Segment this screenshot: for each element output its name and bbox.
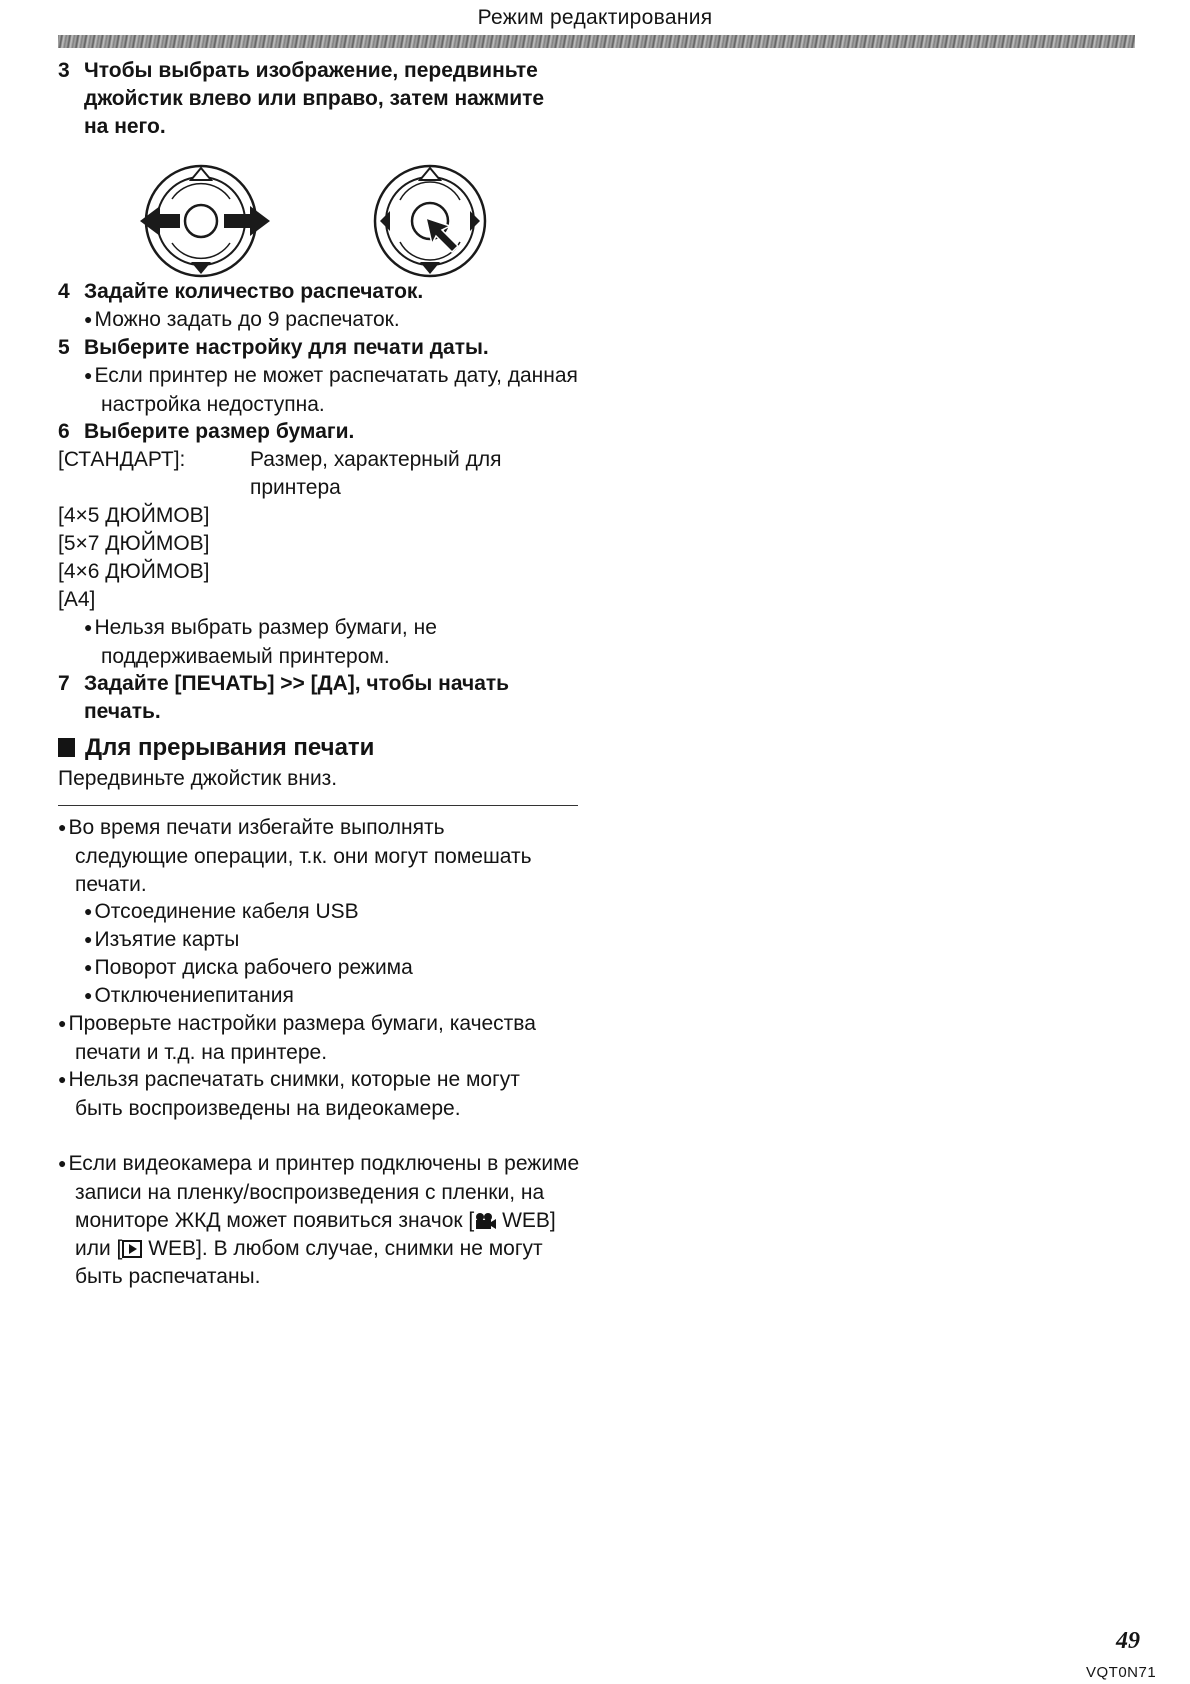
step-6 — [58, 418, 598, 446]
joystick-press-icon — [368, 160, 492, 284]
step-text: Задайте [ПЕЧАТЬ] >> [ДА], чтобы начать печать. — [84, 672, 510, 723]
camera-icon — [474, 1212, 496, 1230]
note-item: ● Нельзя распечатать снимки, которые не могут быть воспроизведены на видеокамере. — [58, 1066, 565, 1123]
note-subitem: ● Поворот диска рабочего режима — [84, 954, 413, 983]
step-5-note: ● Если принтер не может распечатать дату, данная настройка недоступна. — [84, 362, 601, 419]
step-6-note: ● Нельзя выбрать размер бумаги, не поддерживаемый принтером. — [84, 614, 531, 671]
step-3 — [58, 57, 598, 141]
paper-standard-label: [СТАНДАРТ]: — [58, 448, 186, 471]
interrupt-text: Передвиньте джойстик вниз. — [58, 767, 338, 790]
step-number: 3 — [58, 59, 70, 82]
step-5 — [58, 334, 598, 362]
note-subitem: ● Отсоединение кабеля USB — [84, 898, 359, 927]
divider — [58, 805, 578, 806]
step-text: Выберите размер бумаги. — [84, 420, 355, 443]
step-4-note: ● Можно задать до 9 распечаток. — [84, 306, 400, 335]
section-title: Режим редактирования — [477, 6, 713, 29]
joystick-left-right-icon — [138, 160, 272, 284]
paper-size-item: [5×7 ДЮЙМОВ] — [58, 532, 210, 555]
step-7 — [58, 670, 598, 726]
header-bar — [58, 35, 1135, 48]
paper-size-item: [A4] — [58, 588, 96, 611]
document-code: VQT0N71 — [1086, 1664, 1157, 1681]
page-number: 49 — [1116, 1628, 1140, 1654]
note-item: ● Проверьте настройки размера бумаги, качества печати и т.д. на принтере. — [58, 1010, 555, 1067]
step-number: 5 — [58, 336, 70, 359]
interrupt-heading: Для прерывания печати — [58, 733, 374, 763]
note-subitem: ● Изъятие карты — [84, 926, 239, 955]
step-number: 7 — [58, 672, 70, 695]
step-text: Задайте количество распечаток. — [84, 280, 424, 303]
paper-size-item: [4×6 ДЮЙМОВ] — [58, 560, 210, 583]
square-bullet-icon — [58, 738, 75, 757]
playback-icon — [122, 1240, 142, 1258]
note-item: ● Если видеокамера и принтер подключены в режиме записи на пленку/воспроизведения с пленки, на мониторе ЖКД может появиться значок [ WEB] или [ WEB]. В любом случае, снимки не могут быть распечатаны. — [58, 1150, 595, 1291]
note-item: ● Во время печати избегайте выполнять следующие операции, т.к. они могут помешать печати. — [58, 814, 545, 899]
step-number: 6 — [58, 420, 70, 443]
step-text: Выберите настройку для печати даты. — [84, 336, 489, 359]
paper-standard-desc: Размер, характерный для принтера — [250, 448, 502, 499]
note-subitem: ● Отключениепитания — [84, 982, 294, 1011]
paper-size-item: [4×5 ДЮЙМОВ] — [58, 504, 210, 527]
step-4 — [58, 278, 598, 306]
step-number: 4 — [58, 280, 70, 303]
step-text: Чтобы выбрать изображение, передвиньте джойстик влево или вправо, затем нажмите на него. — [84, 59, 545, 138]
